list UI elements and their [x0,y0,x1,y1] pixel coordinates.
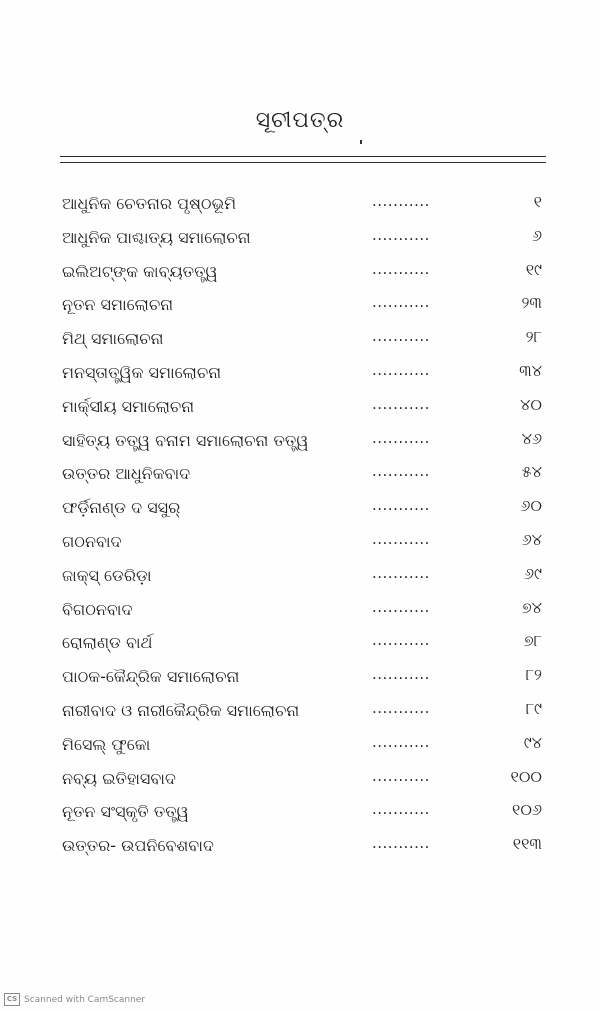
toc-entry-title: ମିଥ୍ ସମାଲୋଚନା [62,329,164,349]
toc-entry-leader: ........... [372,698,430,717]
toc-entry [62,494,572,528]
toc-entry-page: ୧୯ [525,259,542,279]
toc-entry-leader: ........... [372,732,430,751]
page-title: ସୂଚୀପତ୍ର [255,108,345,133]
toc-entry-page: ୬ [531,225,542,245]
toc-entry-title: ନୂତନ ସଂସ୍କୃତି ତତ୍ତ୍ୱ [62,802,189,822]
toc-entry-page: ୬୯ [523,563,542,583]
toc-entry [62,258,572,292]
toc-entry [62,562,572,596]
toc-entry [62,731,572,765]
toc-entry [62,629,572,663]
toc-entry-leader: ........... [372,192,430,210]
toc-entry-title: ନାରୀବାଦ ଓ ନାରୀକୈନ୍ଦ୍ରିକ ସମାଲୋଚନା [62,700,300,720]
ink-mark [360,140,362,144]
toc-entry [62,359,572,393]
toc-entry-leader: ........... [372,428,430,447]
toc-entry-leader: ........... [372,631,430,650]
toc-entry-title: ମନସ୍ତାତ୍ତ୍ୱିକ ସମାଲୋଚନା [62,362,222,382]
toc-entry-page: ୮୨ [525,665,542,685]
toc-entry [62,325,572,359]
toc-entry-page: ୧୧୩ [512,834,542,854]
toc-entry-leader: ........... [372,327,430,346]
title-rule-bottom [60,162,546,163]
toc-entry-leader: ........... [372,529,430,548]
toc-entry-page: ୨୮ [525,327,542,347]
toc-entry-title: ବିଗଠନବାଦ [62,599,133,619]
toc-entry [62,427,572,461]
toc-entry-title: ଉତ୍ତର- ଉପନିବେଶବାଦ [62,836,214,856]
toc-entry-leader: ........... [372,665,430,684]
toc-entry-page: ୧ [533,192,542,211]
toc-entry [62,393,572,427]
toc-entry-title: ନବ୍ୟ ଇତିହାସବାଦ [62,768,176,788]
toc-entry-leader: ........... [372,563,430,582]
toc-entry-title: ସାହିତ୍ୟ ତତ୍ତ୍ୱ ବନାମ ସମାଲୋଚନା ତତ୍ତ୍ୱ [62,430,309,450]
toc-entry-title: ମିସେଲ୍ ଫୁକୋ [62,734,151,754]
toc-entry-title: ଆଧୁନିକ ପାଶ୍ଚାତ୍ୟ ସମାଲୋଚନା [62,227,251,247]
watermark-text: Scanned with CamScanner [24,994,146,1005]
toc-entry [62,460,572,494]
toc-entry-leader: ........... [372,293,430,312]
toc-entry-title: ଆଧୁନିକ ଚେତନାର ପୃଷ୍ଠଭୂମି [62,194,237,213]
toc-entry-page: ୪୬ [521,428,542,448]
toc-entry-leader: ........... [372,259,430,278]
toc-entry [62,528,572,562]
toc-entry [62,697,572,731]
toc-entry-title: ଗଠନବାଦ [62,531,122,551]
toc-entry-page: ୭୮ [523,631,542,651]
toc-entry-page: ୬୦ [520,496,542,516]
toc-entry-title: ରୋଲାଣ୍ଡ ବାର୍ଥ [62,633,153,653]
toc-entry [62,596,572,630]
toc-entry [62,291,572,325]
toc-entry-page: ୧୦୦ [510,766,542,786]
toc-entry [62,832,572,866]
toc-entry-page: ୩୪ [519,360,542,380]
toc-entry-title: ଜାକ୍‌ସ୍ ଡେରିଡ଼ା [62,565,152,585]
toc-entry-title: ନୂତନ ସମାଲୋଚନା [62,295,174,315]
toc-entry [62,765,572,799]
toc-entry-title: ଇଲିଅଟ୍‌ଙ୍କ କାବ୍ୟତତ୍ତ୍ୱ [62,261,218,281]
toc-entry-title: ମାର୍କ୍ସୀୟ ସମାଲୋଚନା [62,396,195,416]
toc-entry-page: ୪୦ [520,394,542,414]
toc-entry [62,798,572,832]
table-of-contents [62,190,572,866]
toc-entry-page: ୯୪ [523,732,542,752]
toc-entry-leader: ........... [372,800,430,819]
toc-entry [62,224,572,258]
toc-entry-leader: ........... [372,834,430,853]
toc-entry-leader: ........... [372,766,430,785]
toc-entry [62,190,572,224]
toc-entry-leader: ........... [372,394,430,413]
toc-entry-page: ୭୪ [521,597,542,617]
toc-entry-leader: ........... [372,225,430,244]
toc-entry [62,663,572,697]
camscanner-logo-icon: CS [4,993,20,1006]
toc-entry-leader: ........... [372,462,430,481]
toc-entry-leader: ........... [372,597,430,616]
title-rule-top [60,156,546,157]
scanner-watermark [4,993,145,1006]
toc-entry-title: ପାଠକ-କୈନ୍ଦ୍ରିକ ସମାଲୋଚନା [62,667,240,687]
toc-entry-page: ୫୪ [521,462,542,482]
toc-entry-page: ୧୦୬ [512,800,542,820]
toc-entry-page: ୨୩ [521,293,542,313]
toc-entry-page: ୮୯ [525,698,542,718]
toc-entry-leader: ........... [372,496,430,515]
toc-entry-page: ୬୪ [521,529,542,549]
toc-entry-title: ଉତ୍ତର ଆଧୁନିକବାଦ [62,464,191,484]
toc-entry-leader: ........... [372,360,430,379]
toc-entry-title: ଫର୍ଡ଼ିନାଣ୍ଡ ଦ ସସୁର୍ [62,498,181,518]
